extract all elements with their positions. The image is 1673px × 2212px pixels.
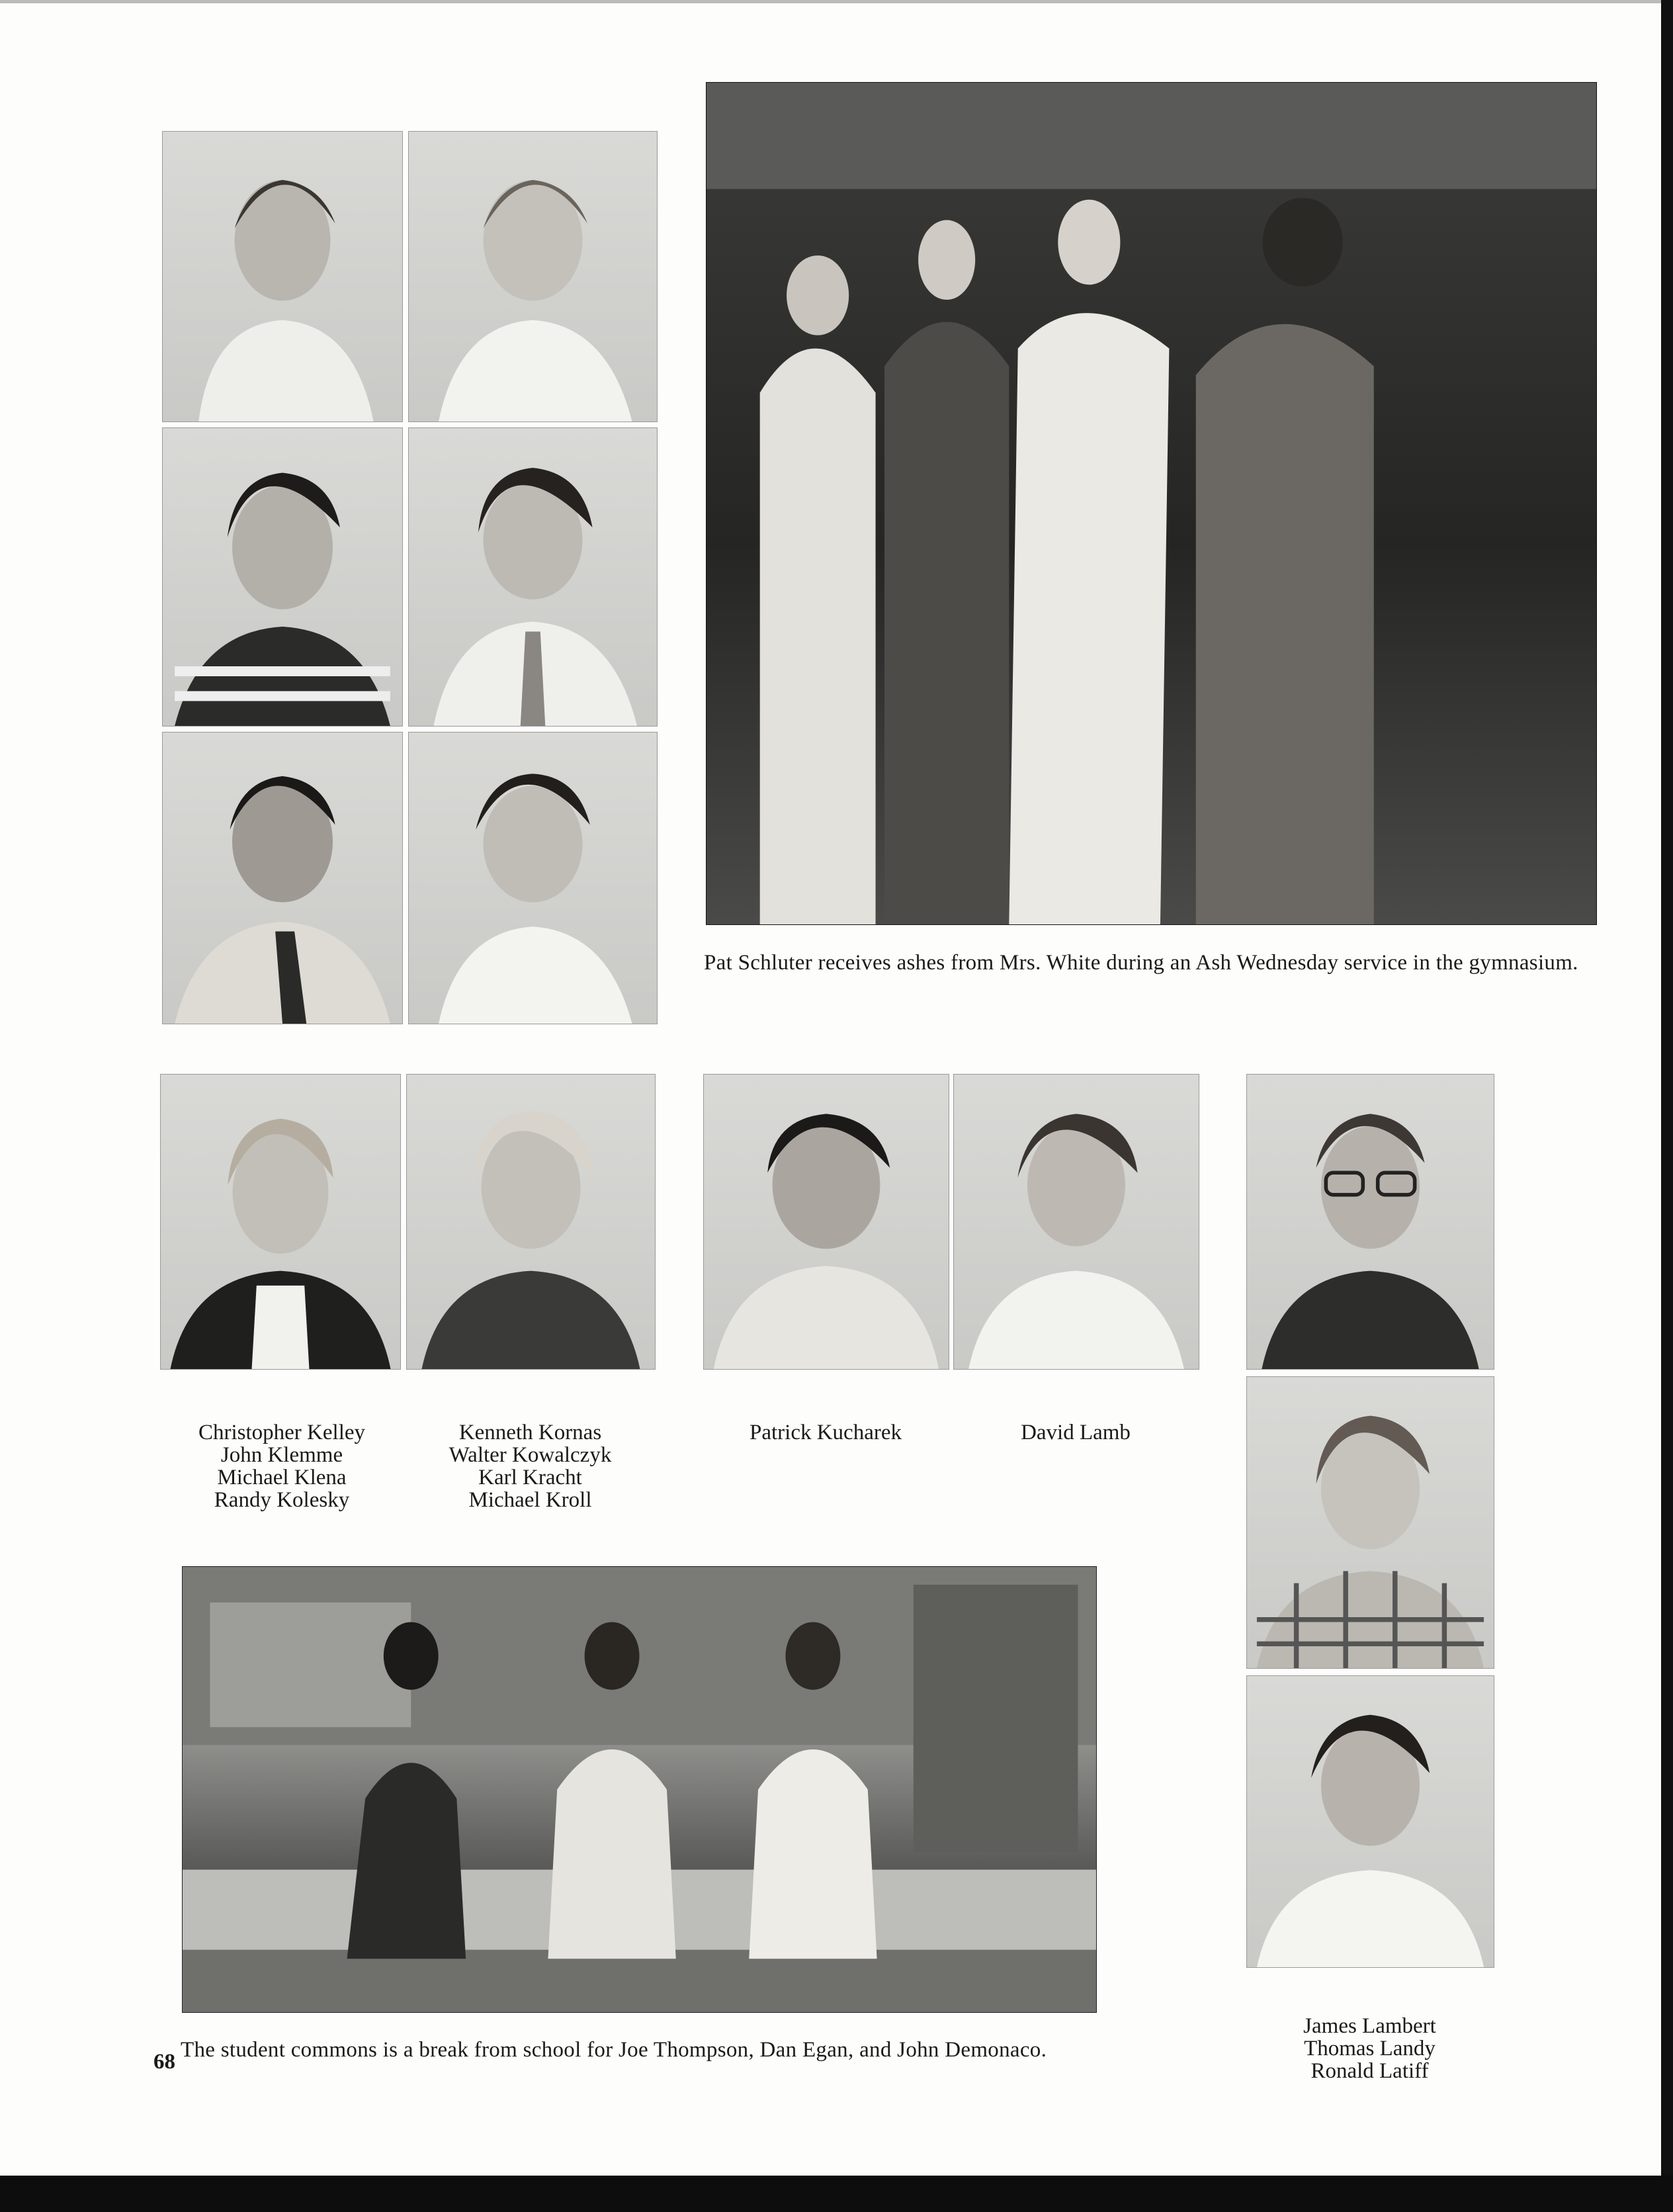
student-name: Walter Kowalczyk bbox=[449, 1443, 612, 1467]
name-list bbox=[703, 1421, 948, 1444]
portrait-photo bbox=[162, 131, 403, 422]
page-number: 68 bbox=[153, 2050, 175, 2074]
scan-top-edge bbox=[0, 0, 1661, 3]
scan-right-edge bbox=[1661, 0, 1673, 2212]
portrait-photo bbox=[1246, 1376, 1494, 1669]
scan-bottom-edge bbox=[0, 2176, 1673, 2212]
portrait-photo bbox=[953, 1074, 1199, 1370]
portrait-photo bbox=[408, 732, 658, 1024]
student-name: John Klemme bbox=[220, 1443, 343, 1467]
student-name: Patrick Kucharek bbox=[750, 1421, 902, 1444]
portrait-photo bbox=[408, 131, 658, 422]
student-name: Michael Klena bbox=[217, 1466, 347, 1489]
student-name: Karl Kracht bbox=[478, 1466, 582, 1489]
portrait-photo bbox=[406, 1074, 656, 1370]
portrait-photo bbox=[1246, 1074, 1494, 1370]
portrait-photo bbox=[160, 1074, 401, 1370]
student-name: Christopher Kelley bbox=[198, 1421, 366, 1444]
student-commons-caption: The student commons is a break from school for Joe Thompson, Dan Egan, and John Demonaco. bbox=[181, 2038, 1047, 2062]
portrait-photo bbox=[162, 732, 403, 1024]
name-list bbox=[406, 1421, 654, 1511]
name-list bbox=[953, 1421, 1198, 1444]
student-commons-photo bbox=[182, 1566, 1097, 2013]
student-name: David Lamb bbox=[1021, 1421, 1131, 1444]
portrait-photo bbox=[162, 427, 403, 727]
portrait-photo bbox=[1246, 1675, 1494, 1968]
student-name: Michael Kroll bbox=[468, 1488, 592, 1512]
student-name: Thomas Landy bbox=[1304, 2037, 1436, 2060]
student-name: Kenneth Kornas bbox=[458, 1421, 602, 1444]
ash-wednesday-photo bbox=[706, 82, 1597, 925]
student-name: James Lambert bbox=[1303, 2014, 1436, 2038]
name-list bbox=[162, 1421, 402, 1511]
name-list bbox=[1246, 2015, 1493, 2082]
student-name: Ronald Latiff bbox=[1310, 2059, 1429, 2083]
portrait-photo bbox=[703, 1074, 949, 1370]
portrait-photo bbox=[408, 427, 658, 727]
ash-wednesday-caption: Pat Schluter receives ashes from Mrs. White during an Ash Wednesday service in the gymnasium. bbox=[704, 951, 1578, 975]
student-name: Randy Kolesky bbox=[214, 1488, 350, 1512]
